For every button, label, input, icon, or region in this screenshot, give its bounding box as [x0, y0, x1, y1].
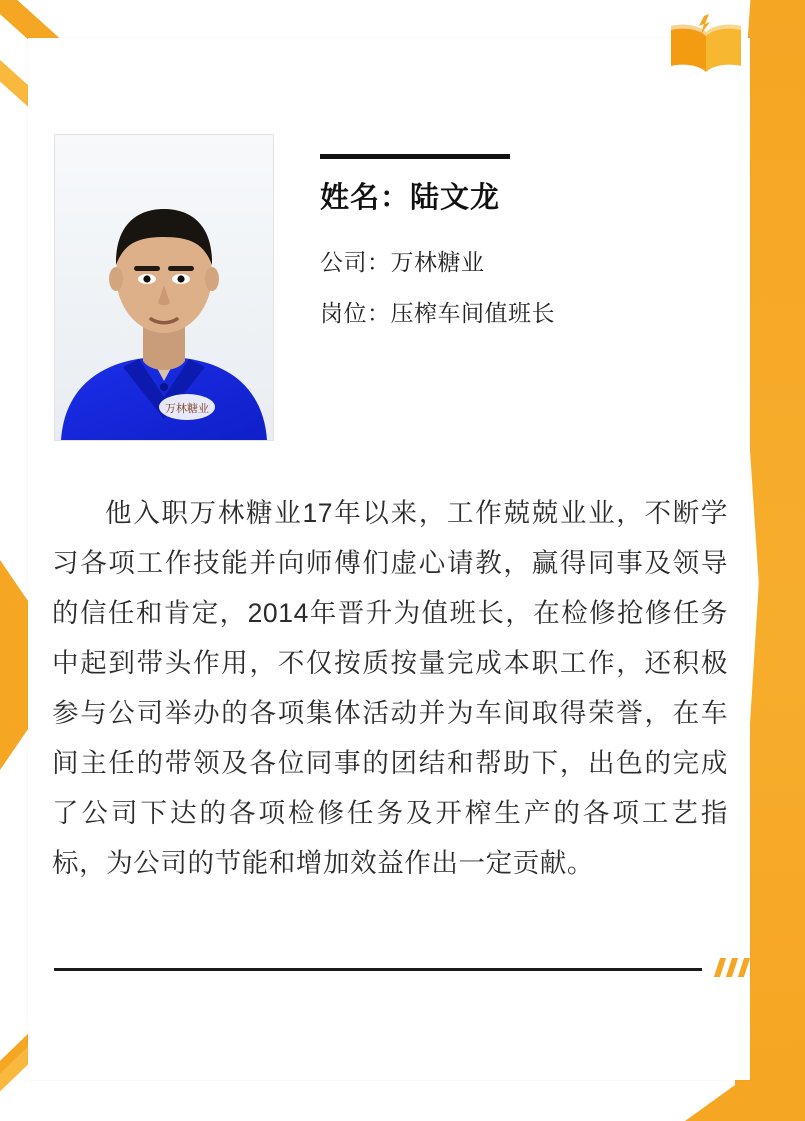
employee-photo: [54, 134, 274, 441]
profile-block: [54, 134, 555, 441]
employee-name: 姓名：陆文龙: [320, 182, 501, 214]
biography-paragraph: 他入职万林糖业17年以来，工作兢兢业业，不断学习各项工作技能并向师傅们虚心请教，赢得同事及领导的信任和肯定，2014年晋升为值班长，在检修抢修任务中起到带头作用，不仅按质按量完成本职工作，还积极参与公司举办的各项集体活动并为车间取得荣誉，在车间主任的带领及各位同事的团结和帮助下，出色的完成了公司下达的各项检修任务及开榨生产的各项工艺指标，为公司的节能和增加效益作出一定贡献。: [52, 498, 728, 878]
book-icon: [663, 14, 749, 78]
name-underline: [320, 154, 510, 159]
position-line: 岗位：压榨车间值班长: [320, 300, 555, 326]
profile-text-block: [320, 134, 555, 346]
slash-marks-icon: [717, 958, 757, 978]
footer-divider: [54, 968, 702, 971]
svg-text:万林糖业: 万林糖业: [165, 403, 209, 415]
company-line: 公司：万林糖业: [320, 249, 485, 275]
